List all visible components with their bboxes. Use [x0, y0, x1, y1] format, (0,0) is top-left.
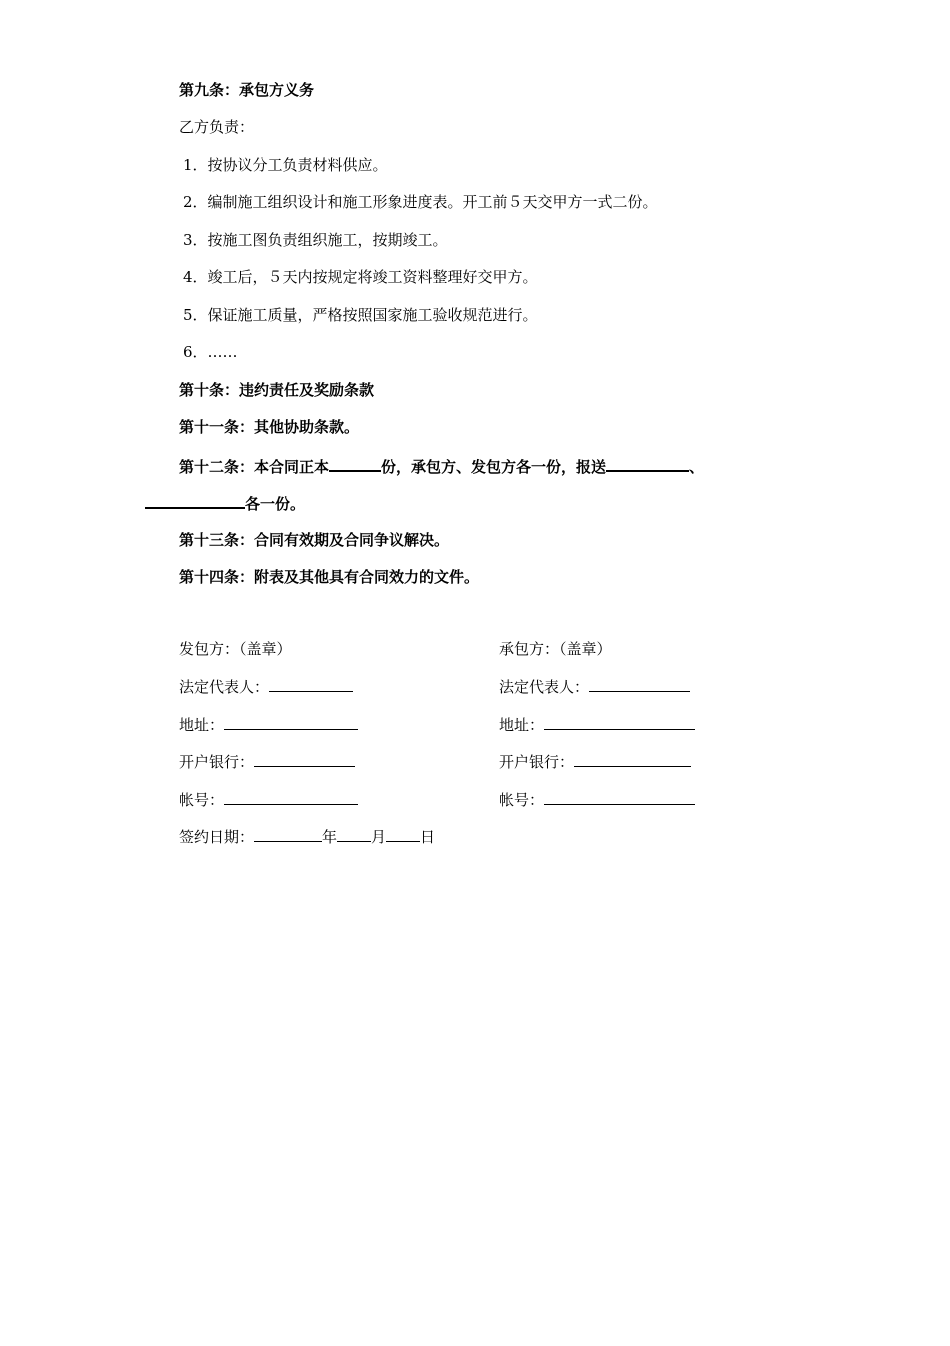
- employer-address-row: [179, 714, 358, 735]
- contractor-account-label: 帐号：: [499, 791, 545, 809]
- employer-rep-row: [179, 676, 353, 697]
- employer-bank-label: 开户银行：: [179, 753, 255, 771]
- employer-account-row: [179, 789, 358, 810]
- article9-item-3: 3．按施工图负责组织施工，按期竣工。: [183, 231, 448, 249]
- contractor-account-row: [499, 789, 695, 810]
- contractor-rep-blank[interactable]: [589, 676, 690, 692]
- article11-title: 第十一条：其他协助条款。: [179, 418, 360, 436]
- signing-year-blank[interactable]: [254, 826, 322, 842]
- contractor-bank-blank[interactable]: [574, 751, 691, 767]
- article13-title: 第十三条：合同有效期及合同争议解决。: [179, 531, 450, 549]
- article12-line1: [179, 455, 704, 477]
- signing-month-label: 月: [371, 828, 387, 846]
- employer-rep-label: 法定代表人：: [179, 678, 270, 696]
- copies-count-blank[interactable]: [329, 455, 381, 472]
- article9-item-6: 6．……: [183, 343, 238, 361]
- employer-address-label: 地址：: [179, 716, 225, 734]
- article12-part1: 第十二条：本合同正本: [179, 458, 330, 476]
- employer-bank-row: [179, 751, 355, 772]
- contractor-party: 承包方：（盖章）: [499, 640, 612, 658]
- article12-part2: 份，承包方、发包方各一份，报送: [381, 458, 607, 476]
- article12-part4: 各一份。: [245, 495, 306, 513]
- signing-year-label: 年: [322, 828, 338, 846]
- signing-month-blank[interactable]: [337, 826, 371, 842]
- article9-item-2: 2．编制施工组织设计和施工形象进度表。开工前５天交甲方一式二份。: [183, 193, 658, 211]
- employer-account-label: 帐号：: [179, 791, 225, 809]
- contractor-account-blank[interactable]: [544, 789, 695, 805]
- signing-date-row: [179, 826, 435, 847]
- contractor-rep-label: 法定代表人：: [499, 678, 590, 696]
- contractor-address-blank[interactable]: [544, 714, 695, 730]
- recipient-2-blank[interactable]: [145, 492, 245, 509]
- employer-bank-blank[interactable]: [254, 751, 355, 767]
- article10-title: 第十条：违约责任及奖励条款: [179, 381, 375, 399]
- article12-line2: [145, 492, 305, 514]
- employer-rep-blank[interactable]: [269, 676, 353, 692]
- article9-item-4: 4．竣工后，５天内按规定将竣工资料整理好交甲方。: [183, 268, 538, 286]
- signing-day-blank[interactable]: [386, 826, 420, 842]
- article14-title: 第十四条：附表及其他具有合同效力的文件。: [179, 568, 480, 586]
- employer-account-blank[interactable]: [224, 789, 358, 805]
- signing-day-label: 日: [420, 828, 436, 846]
- signing-date-label: 签约日期：: [179, 828, 255, 846]
- recipient-1-blank[interactable]: [606, 455, 689, 472]
- article9-title: 第九条：承包方义务: [179, 81, 315, 99]
- contractor-address-label: 地址：: [499, 716, 545, 734]
- contractor-rep-row: [499, 676, 690, 697]
- employer-address-blank[interactable]: [224, 714, 358, 730]
- article12-part3: 、: [689, 458, 705, 476]
- contractor-address-row: [499, 714, 695, 735]
- employer-party: 发包方：（盖章）: [179, 640, 292, 658]
- contractor-bank-row: [499, 751, 691, 772]
- contractor-bank-label: 开户银行：: [499, 753, 575, 771]
- article9-item-1: 1．按协议分工负责材料供应。: [183, 156, 388, 174]
- article9-intro: 乙方负责：: [179, 118, 255, 136]
- article9-item-5: 5．保证施工质量，严格按照国家施工验收规范进行。: [183, 306, 538, 324]
